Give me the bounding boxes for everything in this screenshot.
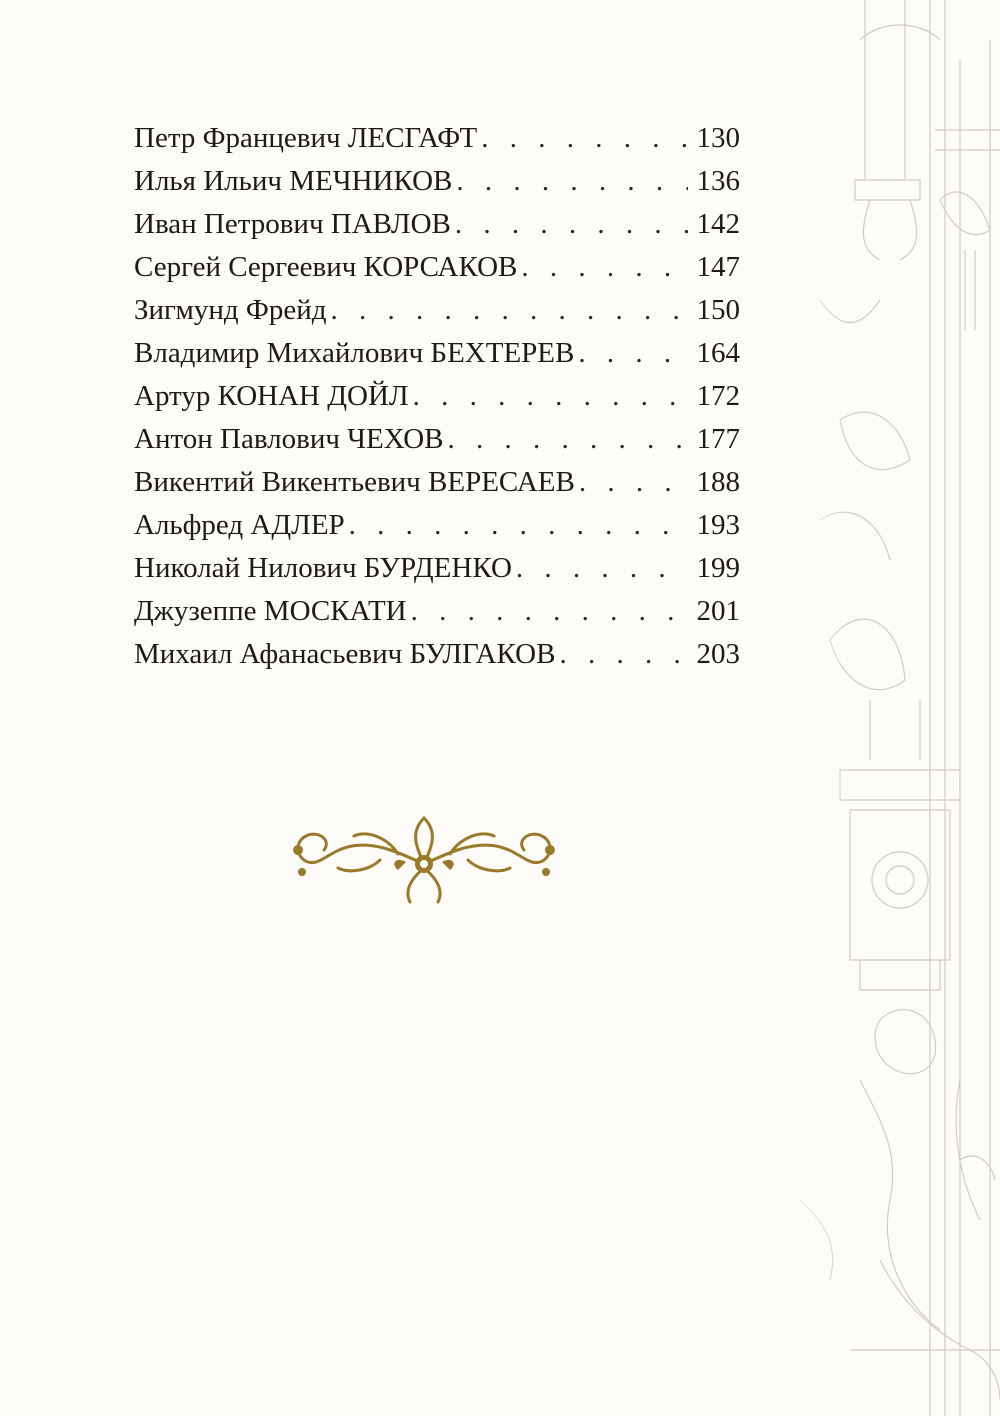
toc-entry [134,509,740,552]
toc-entry-name: Антон Павлович ЧЕХОВ [134,423,444,455]
toc-dot-leader [521,251,688,284]
toc-dot-leader [579,466,688,499]
toc-entry-page: 150 [696,294,740,326]
toc-dot-leader [456,165,688,198]
toc-entry [134,122,740,165]
toc-entry-page: 203 [696,638,740,670]
toc-entry-page: 136 [696,165,740,197]
toc-entry-page: 188 [696,466,740,498]
toc-dot-leader [578,337,688,370]
toc-entry-page: 199 [696,552,740,584]
toc-entry-page: 201 [696,595,740,627]
toc-entry-page: 142 [696,208,740,240]
toc-entry [134,294,740,337]
toc-dot-leader [559,638,688,671]
toc-entry-page: 130 [696,122,740,154]
toc-entry-name: Зигмунд Фрейд [134,294,327,326]
toc-dot-leader [349,509,688,542]
toc-entry [134,638,740,681]
toc-entry [134,466,740,509]
toc-entry-name: Джузеппе МОСКАТИ [134,595,407,627]
toc-entry [134,380,740,423]
toc-entry [134,208,740,251]
toc-entry-name: Илья Ильич МЕЧНИКОВ [134,165,453,197]
toc-entry [134,337,740,380]
toc-entry-name: Сергей Сергеевич КОРСАКОВ [134,251,518,283]
toc-entry-name: Владимир Михайлович БЕХТЕРЕВ [134,337,575,369]
toc-entry-name: Иван Петрович ПАВЛОВ [134,208,451,240]
toc-entry-name: Альфред АДЛЕР [134,509,345,541]
ornament-divider-icon [278,812,570,904]
toc-entry-page: 147 [696,251,740,283]
toc-dot-leader [447,423,688,456]
toc-entry-page: 177 [696,423,740,455]
toc-entry-page: 193 [696,509,740,541]
toc-entry-name: Викентий Викентьевич ВЕРЕСАЕВ [134,466,575,498]
toc-entry-name: Петр Францевич ЛЕСГАФТ [134,122,478,154]
toc-dot-leader [331,294,689,327]
toc-entry [134,251,740,294]
toc-entry [134,423,740,466]
toc-entry [134,552,740,595]
toc-dot-leader [516,552,688,585]
toc-entry-page: 164 [696,337,740,369]
toc-dot-leader [455,208,688,241]
toc-entry [134,165,740,208]
toc-entry [134,595,740,638]
toc-dot-leader [481,122,688,155]
toc-entry-name: Николай Нилович БУРДЕНКО [134,552,512,584]
table-of-contents [134,122,740,681]
toc-entry-name: Михаил Афанасьевич БУЛГАКОВ [134,638,556,670]
toc-entry-name: Артур КОНАН ДОЙЛ [134,380,409,412]
toc-dot-leader [413,380,688,413]
toc-entry-page: 172 [696,380,740,412]
toc-dot-leader [411,595,688,628]
